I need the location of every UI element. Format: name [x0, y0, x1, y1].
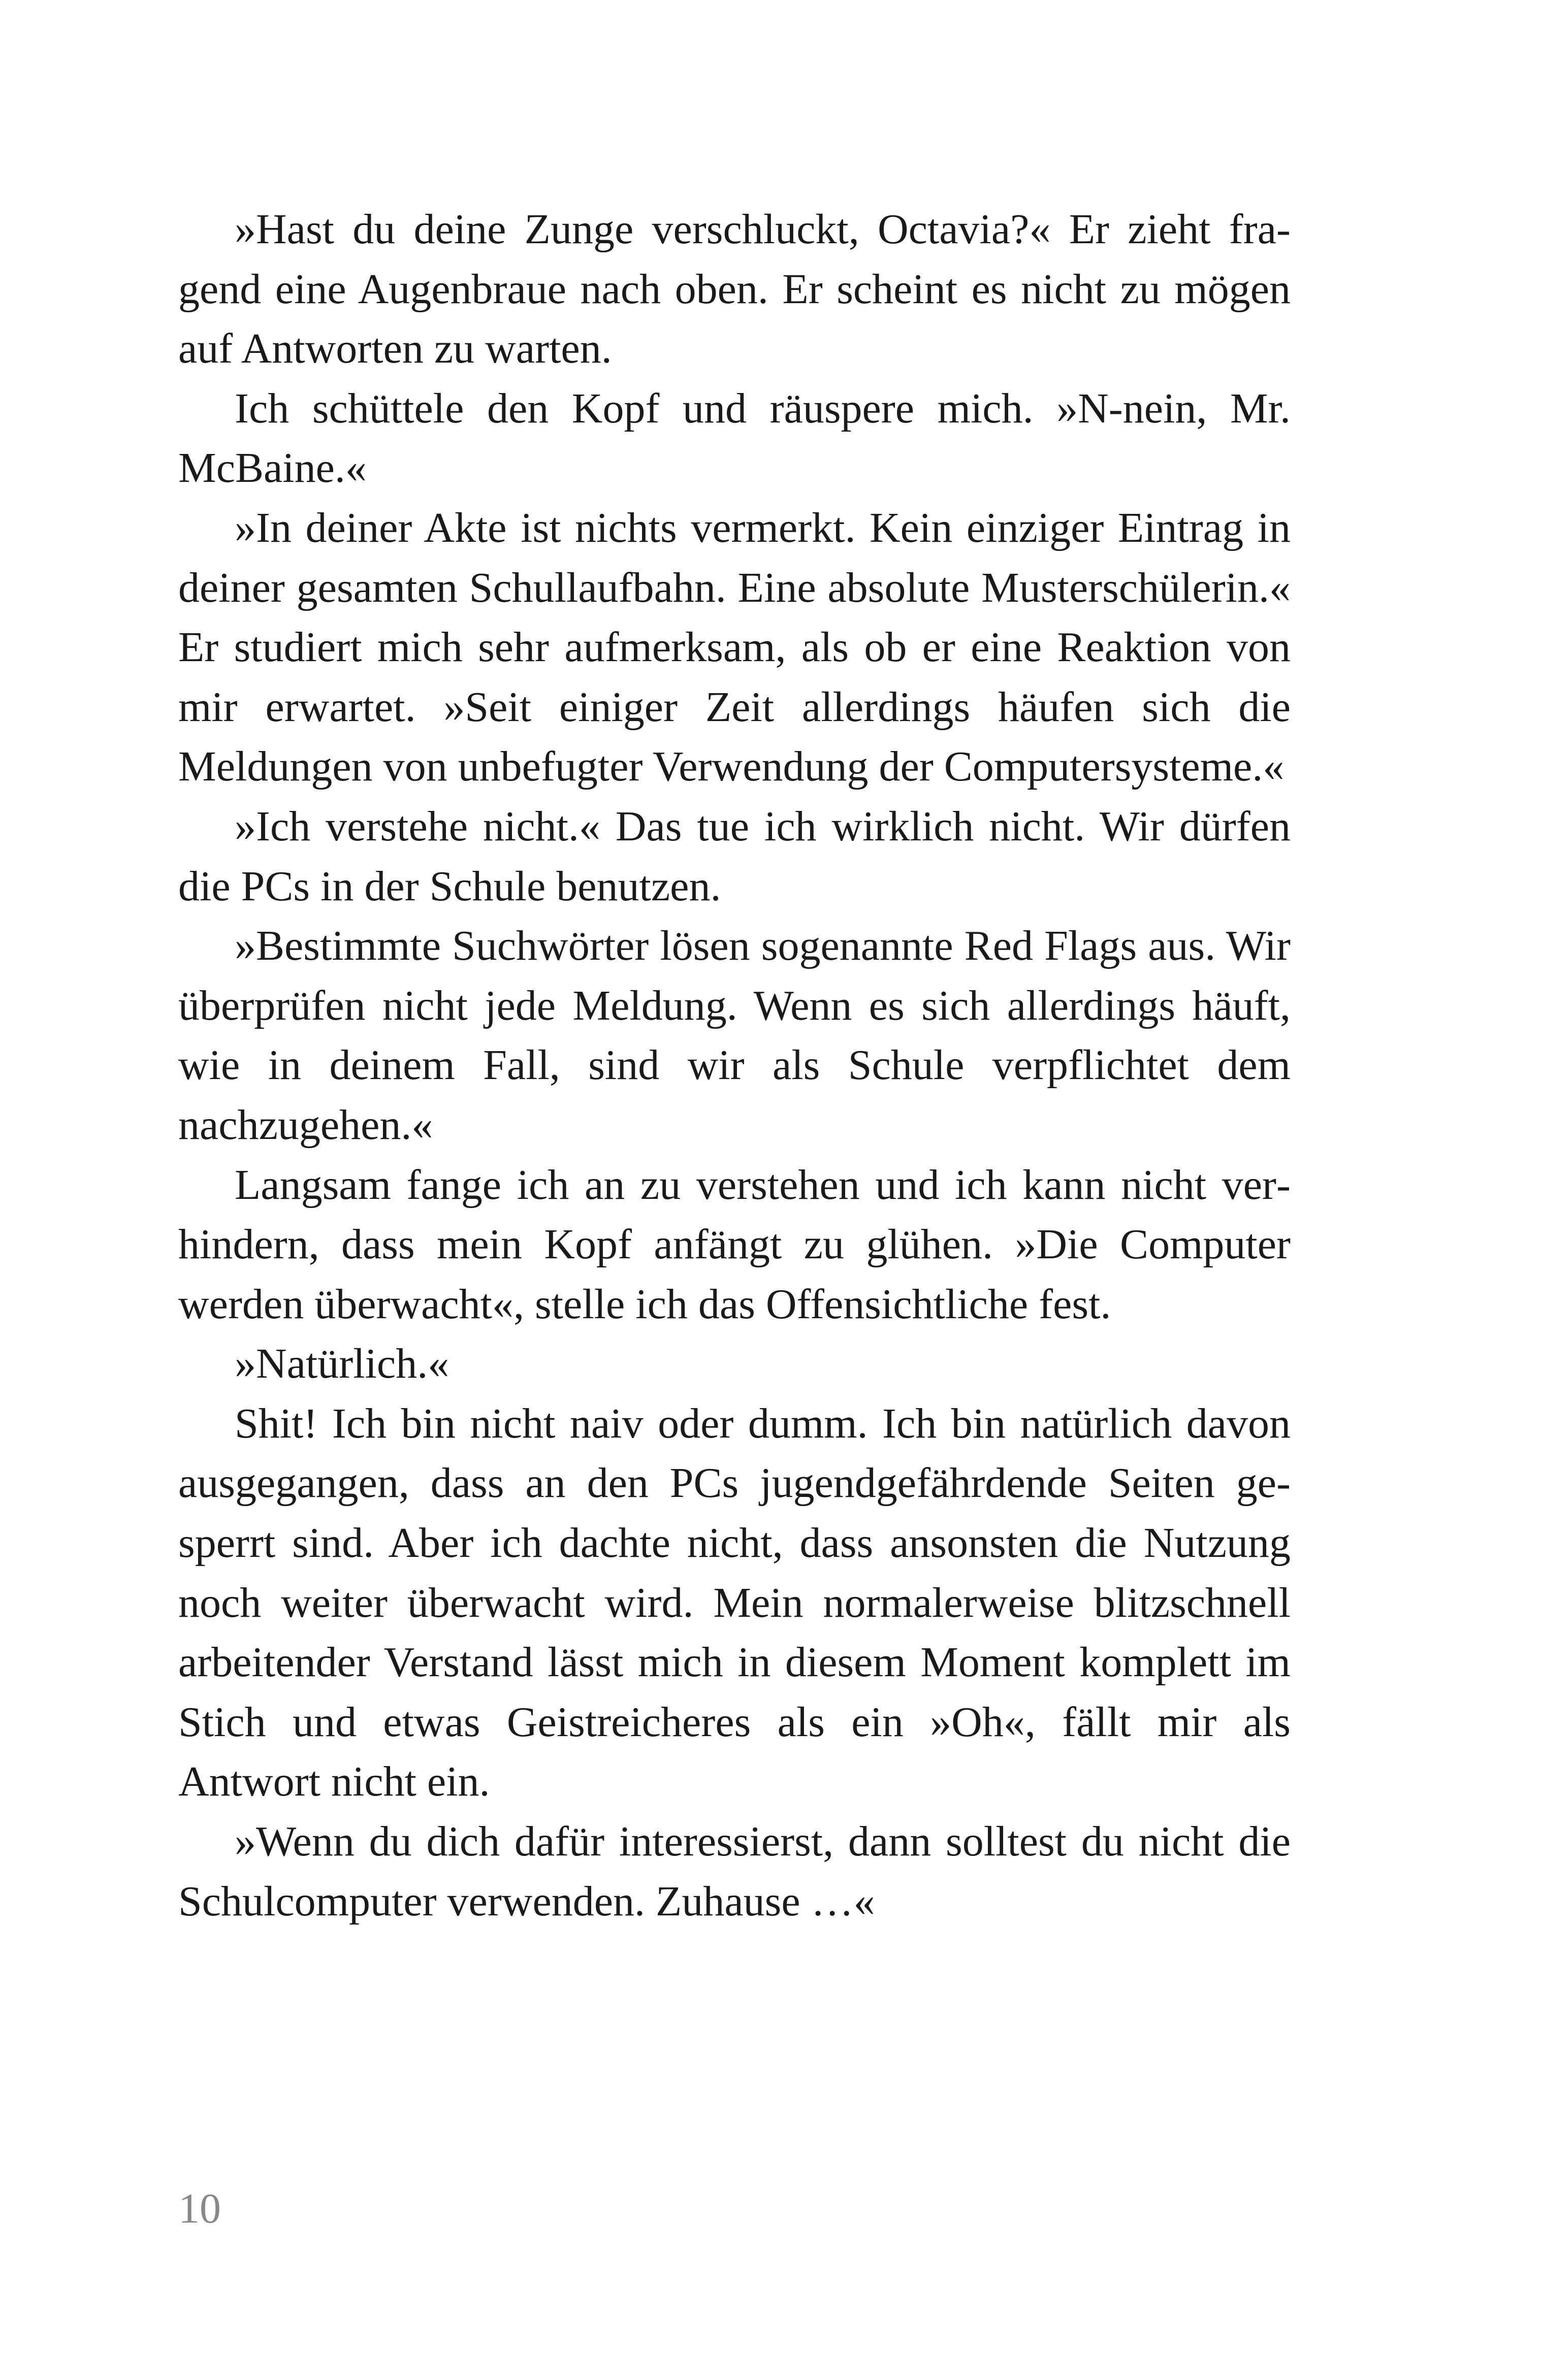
paragraph: Shit! Ich bin nicht naiv oder dumm. Ich bin natürlich davon ausgegangen, dass an den PCs jugendgefährdende Seiten gesperrt sind. Aber ich dachte nicht, dass ansonsten die Nutzung noch weiter überwacht wird. Mein normalerweise blitzschnell arbeitender Verstand lässt mich in diesem Moment komplett im Stich und etwas Geistreicheres als ein »Oh«, fällt mir als Antwort nicht ein.: [178, 1399, 1291, 1806]
paragraph: »Natürlich.«: [235, 1340, 449, 1388]
body-text: [178, 200, 1291, 1931]
paragraph: »In deiner Akte ist nichts vermerkt. Kein einziger Eintrag in deiner gesamten Schullaufbahn. Eine absolute Musterschülerin.« Er studiert mich sehr aufmerksam, als ob er eine Reaktion von mir erwartet. »Seit einiger Zeit allerdings häufen sich die Meldungen von unbefugter Verwendung der Computersysteme.«: [178, 504, 1291, 791]
paragraph: »Ich verstehe nicht.« Das tue ich wirklich nicht. Wir dürfen die PCs in der Schule benutzen.: [178, 802, 1291, 910]
paragraph: Langsam fange ich an zu verstehen und ich kann nicht verhindern, dass mein Kopf anfängt zu glühen. »Die Computer werden überwacht«, stelle ich das Offensichtliche fest.: [178, 1161, 1291, 1328]
paragraph: »Wenn du dich dafür interessierst, dann solltest du nicht die Schulcomputer verwenden. Zuhause …«: [178, 1818, 1291, 1925]
page-number: 10: [178, 2185, 221, 2232]
paragraph: Ich schüttele den Kopf und räuspere mich. »N-nein, Mr. McBaine.«: [178, 384, 1291, 492]
paragraph: »Bestimmte Suchwörter lösen sogenannte Red Flags aus. Wir überprüfen nicht jede Meldung. Wenn es sich allerdings häuft, wie in deinem Fall, sind wir als Schule verpflichtet dem nachzugehen.«: [178, 922, 1291, 1149]
paragraph: »Hast du deine Zunge verschluckt, Octavia?« Er zieht fragend eine Augenbraue nach oben. Er scheint es nicht zu mögen auf Antworten zu warten.: [178, 206, 1291, 373]
